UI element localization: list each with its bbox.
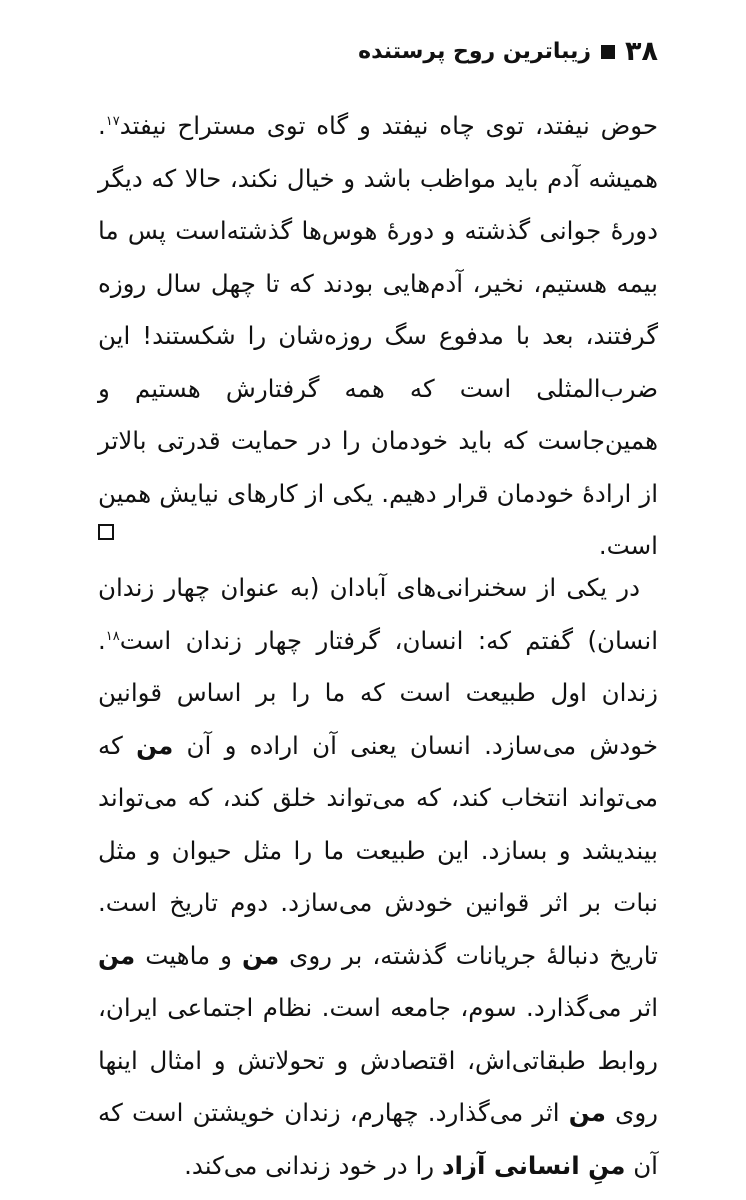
paragraph-2-part5: اثر می‌گذارد. سوم، جامعه است. نظام اجتماعی ایران، روابط طبقاتی‌اش، اقتصادش و تحولاتش و امثال اینها روی: [98, 993, 658, 1127]
emphasis-man-3: من: [98, 940, 136, 970]
running-header: [358, 32, 658, 72]
emphasis-man-2: من: [241, 940, 280, 970]
paragraph-2-part7: را در خود زندانی می‌کند.: [184, 1150, 442, 1180]
paragraph-2-part3: که می‌تواند انتخاب کند، که می‌تواند خلق کند، که می‌تواند بیندیشد و بسازد. این طبیعت ما را مثل حیوان و مثل نبات بر اثر قوانین خودش می‌سازد. دوم تاریخ است. تاریخ دنبالهٔ جریانات گذشته، بر روی: [98, 730, 658, 970]
section-separator-square: [98, 524, 114, 540]
paragraph-1: [98, 100, 658, 573]
paragraph-2-part2: . زندان اول طبیعت است که ما را بر اساس قوانین خودش می‌سازد. انسان یعنی آن اراده و آن: [98, 625, 659, 760]
paragraph-1-text: [98, 100, 658, 573]
emphasis-free-human-self: منِ انسانی آزاد: [441, 1150, 626, 1180]
footnote-ref-18: ۱۸: [105, 628, 120, 644]
emphasis-man-4: من: [568, 1098, 606, 1127]
header-square-ornament: [601, 45, 615, 59]
paragraph-2-part1: در یکی از سخنرانی‌های آبادان (به عنوان چهار زندان انسان) گفتم که: انسان، گرفتار چهار زندان است: [98, 573, 658, 655]
paragraph-2: [98, 562, 658, 1192]
emphasis-man-1: من: [136, 730, 174, 760]
book-title: زیباترین روح پرستنده: [358, 39, 592, 64]
footnote-ref-17: ۱۷: [105, 113, 120, 129]
paragraph-2-part4: و ماهیت: [135, 940, 242, 970]
page-number: ۳۸: [625, 36, 658, 67]
paragraph-1-part1: حوض نیفتد، توی چاه نیفتد و گاه توی مستراح نیفتد: [119, 111, 658, 140]
paragraph-2-part6: اثر می‌گذارد. چهارم، زندان خویشتن است که آن: [98, 1098, 658, 1180]
paragraph-2-text: [98, 562, 658, 1192]
paragraph-1-part2: . همیشه آدم باید مواظب باشد و خیال نکند، حالا که دیگر دورهٔ جوانی گذشته و دورهٔ هوس‌ها گذشته‌است پس ما بیمه هستیم، نخیر، آدم‌هایی بودند که تا چهل سال روزه گرفتند، بعد با مدفوع سگ روزه‌شان را شکستند! این ضرب‌المثلی است که همه گرفتارش هستیم و همین‌جاست که باید خودمان را در حمایت قدرتی بالاتر از ارادهٔ خودمان قرار دهیم. یکی از کارهای نیایش همین است.: [98, 111, 658, 560]
